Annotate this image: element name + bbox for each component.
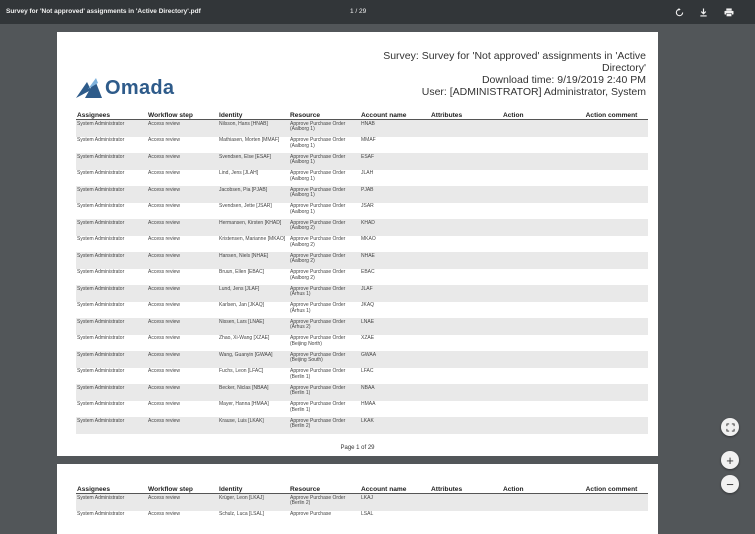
cell-identity: Jacobsen, Pia [PJAB] <box>219 186 268 193</box>
cell-assignee: System Administrator <box>77 384 125 391</box>
download-time: Download time: 9/19/2019 2:40 PM <box>481 74 646 86</box>
header-action-comment: Action comment <box>585 486 638 493</box>
table-row <box>76 384 648 401</box>
cell-action-comment <box>574 336 648 351</box>
cell-identity: Fuchs, Leon [LFAC] <box>219 368 264 374</box>
cell-action <box>502 303 574 318</box>
cell-workflow-step: Access review <box>148 417 180 424</box>
cell-assignee: System Administrator <box>77 120 125 127</box>
download-icon <box>699 8 708 17</box>
cell-account-name: JLAH <box>361 170 374 176</box>
cell-action-comment <box>574 155 648 170</box>
cell-action <box>502 155 574 170</box>
table-row <box>76 351 648 368</box>
cell-account-name: GWAA <box>361 351 377 358</box>
cell-action-comment <box>574 512 648 527</box>
cell-workflow-step: Access review <box>148 351 180 358</box>
cell-attributes <box>430 320 502 335</box>
cell-resource: Approve Purchase Order (Aalborg 1) <box>290 203 346 215</box>
cell-action <box>502 419 574 434</box>
cell-assignee: System Administrator <box>77 494 125 501</box>
table-row <box>76 219 648 236</box>
cell-action-comment <box>574 496 648 511</box>
header-resource: Resource <box>290 486 321 493</box>
rotate-icon <box>675 8 684 17</box>
cell-workflow-step: Access review <box>148 137 180 143</box>
cell-attributes <box>430 287 502 302</box>
cell-assignee: System Administrator <box>77 511 125 517</box>
cell-resource: Approve Purchase <box>290 511 332 517</box>
download-button[interactable] <box>695 4 711 20</box>
cell-account-name: HNAB <box>361 120 375 127</box>
cell-resource: Approve Purchase Order (Aalborg 2) <box>290 236 346 248</box>
cell-action-comment <box>574 188 648 203</box>
cell-workflow-step: Access review <box>148 494 180 501</box>
cell-resource: Approve Purchase Order (Aalborg 2) <box>290 219 346 232</box>
cell-account-name: LKAJ <box>361 494 373 501</box>
cell-account-name: JSAR <box>361 203 374 209</box>
cell-account-name: NBAA <box>361 384 375 391</box>
cell-identity: Lind, Jens [JLAH] <box>219 170 259 176</box>
omada-logo <box>76 78 174 98</box>
cell-identity: Kristensen, Marianne [MKAO] <box>219 236 286 242</box>
cell-account-name: MKAO <box>361 236 376 242</box>
cell-action <box>502 221 574 236</box>
cell-identity: Mathiasen, Morten [MMAF] <box>219 137 280 143</box>
header-assignees: Assignees <box>77 486 110 493</box>
cell-workflow-step: Access review <box>148 153 180 160</box>
table-row <box>76 285 648 302</box>
cell-action-comment <box>574 122 648 137</box>
cell-identity: Svendsen, Jette [JSAR] <box>219 203 272 209</box>
cell-action <box>502 122 574 137</box>
cell-workflow-step: Access review <box>148 219 180 226</box>
cell-action <box>502 171 574 186</box>
cell-attributes <box>430 138 502 153</box>
table-row <box>76 137 648 154</box>
cell-assignee: System Administrator <box>77 417 125 424</box>
cell-assignee: System Administrator <box>77 203 125 209</box>
cell-workflow-step: Access review <box>148 384 180 391</box>
cell-attributes <box>430 512 502 527</box>
cell-account-name: LSAL <box>361 511 374 517</box>
print-button[interactable] <box>721 4 737 20</box>
cell-resource: Approve Purchase Order (Berlin 1) <box>290 401 346 413</box>
cell-account-name: HMAA <box>361 401 376 407</box>
cell-resource: Approve Purchase Order (Aalborg 1) <box>290 170 346 182</box>
cell-identity: Hansen, Niels [NHAE] <box>219 252 269 259</box>
table-header <box>76 484 648 494</box>
cell-resource: Approve Purchase Order (Beijing South) <box>290 351 346 364</box>
cell-action <box>502 369 574 384</box>
cell-identity: Krüger, Leon [LKAJ] <box>219 494 264 501</box>
cell-action <box>502 254 574 269</box>
table-row <box>76 170 648 187</box>
table-row <box>76 368 648 385</box>
cell-account-name: ESAF <box>361 153 375 160</box>
cell-identity: Krause, Luis [LKAK] <box>219 417 264 424</box>
table-row <box>76 401 648 418</box>
cell-resource: Approve Purchase Order (Århus 2) <box>290 318 346 331</box>
cell-attributes <box>430 303 502 318</box>
cell-workflow-step: Access review <box>148 120 180 127</box>
cell-attributes <box>430 496 502 511</box>
fit-page-button[interactable] <box>721 418 739 436</box>
cell-action <box>502 287 574 302</box>
header-account-name: Account name <box>361 486 407 493</box>
cell-attributes <box>430 386 502 401</box>
cell-resource: Approve Purchase Order (Beijing North) <box>290 335 346 347</box>
cell-action-comment <box>574 270 648 285</box>
cell-workflow-step: Access review <box>148 186 180 193</box>
cell-resource: Approve Purchase Order (Berlin 1) <box>290 384 346 397</box>
pdf-toolbar <box>0 0 755 24</box>
page-indicator[interactable]: 1 / 29 <box>350 8 367 15</box>
header-account-name: Account name <box>361 112 407 119</box>
cell-attributes <box>430 188 502 203</box>
cell-attributes <box>430 204 502 219</box>
cell-assignee: System Administrator <box>77 351 125 358</box>
cell-workflow-step: Access review <box>148 269 180 275</box>
cell-action <box>502 270 574 285</box>
rotate-button[interactable] <box>671 4 687 20</box>
cell-workflow-step: Access review <box>148 252 180 259</box>
header-identity: Identity <box>219 486 243 493</box>
fit-page-icon <box>726 423 735 432</box>
cell-action <box>502 512 574 527</box>
cell-workflow-step: Access review <box>148 511 180 517</box>
table-body <box>76 120 648 434</box>
cell-assignee: System Administrator <box>77 186 125 193</box>
header-attributes: Attributes <box>431 486 463 493</box>
cell-identity: Becker, Niclas [NBAA] <box>219 384 269 391</box>
page-footer: Page 1 of 29 <box>340 445 375 451</box>
cell-attributes <box>430 221 502 236</box>
table-row <box>76 318 648 335</box>
cell-identity: Schulz, Luca [LSAL] <box>219 511 265 517</box>
cell-action-comment <box>574 320 648 335</box>
cell-assignee: System Administrator <box>77 302 125 308</box>
cell-assignee: System Administrator <box>77 285 125 292</box>
zoom-out-button[interactable]: − <box>721 475 739 493</box>
cell-assignee: System Administrator <box>77 153 125 160</box>
header-attributes: Attributes <box>431 112 463 119</box>
cell-action <box>502 320 574 335</box>
cell-action-comment <box>574 303 648 318</box>
table-row <box>76 302 648 319</box>
cell-attributes <box>430 369 502 384</box>
cell-action <box>502 336 574 351</box>
header-identity: Identity <box>219 112 243 119</box>
cell-action <box>502 188 574 203</box>
cell-account-name: NHAE <box>361 252 375 259</box>
report-header <box>366 50 646 98</box>
cell-action-comment <box>574 237 648 252</box>
cell-assignee: System Administrator <box>77 335 125 341</box>
cell-action-comment <box>574 386 648 401</box>
table-row <box>76 153 648 170</box>
report-user: User: [ADMINISTRATOR] Administrator, System <box>421 86 646 98</box>
cell-workflow-step: Access review <box>148 368 180 374</box>
cell-resource: Approve Purchase Order (Århus 1) <box>290 302 346 314</box>
cell-identity: Mayer, Hanna [HMAA] <box>219 401 269 407</box>
cell-action <box>502 402 574 417</box>
cell-resource: Approve Purchase Order (Aalborg 1) <box>290 153 346 166</box>
cell-action-comment <box>574 204 648 219</box>
cell-resource: Approve Purchase Order (Aalborg 1) <box>290 186 346 199</box>
cell-workflow-step: Access review <box>148 318 180 325</box>
cell-assignee: System Administrator <box>77 269 125 275</box>
table-row <box>76 120 648 137</box>
cell-action-comment <box>574 353 648 368</box>
cell-workflow-step: Access review <box>148 170 180 176</box>
cell-workflow-step: Access review <box>148 285 180 292</box>
table-row <box>76 269 648 286</box>
table-row <box>76 203 648 220</box>
cell-identity: Nilsson, Hans [HNAB] <box>219 120 268 127</box>
header-action: Action <box>503 112 524 119</box>
header-action-comment: Action comment <box>585 112 638 119</box>
pdf-page-1 <box>57 32 658 456</box>
pdf-page-2 <box>57 464 658 534</box>
header-assignees: Assignees <box>77 112 110 119</box>
table-row <box>76 236 648 253</box>
table-row <box>76 335 648 352</box>
cell-workflow-step: Access review <box>148 302 180 308</box>
cell-attributes <box>430 402 502 417</box>
cell-resource: Approve Purchase Order (Berlin 2) <box>290 494 346 507</box>
cell-account-name: LKAK <box>361 417 374 424</box>
cell-resource: Approve Purchase Order (Aalborg 2) <box>290 269 346 281</box>
cell-action-comment <box>574 254 648 269</box>
cell-attributes <box>430 171 502 186</box>
cell-resource: Approve Purchase Order (Aalborg 1) <box>290 137 346 149</box>
cell-resource: Approve Purchase Order (Aalborg 1) <box>290 120 346 133</box>
cell-attributes <box>430 254 502 269</box>
cell-account-name: XZAE <box>361 335 375 341</box>
cell-attributes <box>430 155 502 170</box>
cell-action-comment <box>574 221 648 236</box>
cell-attributes <box>430 336 502 351</box>
cell-action-comment <box>574 419 648 434</box>
cell-assignee: System Administrator <box>77 236 125 242</box>
cell-account-name: MMAF <box>361 137 376 143</box>
cell-account-name: LNAE <box>361 318 375 325</box>
zoom-in-button[interactable]: + <box>721 451 739 469</box>
print-icon <box>724 8 734 17</box>
cell-action <box>502 204 574 219</box>
cell-account-name: JKAQ <box>361 302 375 308</box>
cell-resource: Approve Purchase Order (Berlin 2) <box>290 417 346 430</box>
cell-assignee: System Administrator <box>77 219 125 226</box>
header-action: Action <box>503 486 524 493</box>
cell-identity: Svendsen, Else [ESAF] <box>219 153 271 160</box>
cell-assignee: System Administrator <box>77 401 125 407</box>
cell-assignee: System Administrator <box>77 368 125 374</box>
cell-action <box>502 138 574 153</box>
cell-action-comment <box>574 402 648 417</box>
header-workflow-step: Workflow step <box>148 112 193 119</box>
header-workflow-step: Workflow step <box>148 486 193 493</box>
cell-resource: Approve Purchase Order (Aalborg 2) <box>290 252 346 265</box>
cell-identity: Zhao, Xi-Wang [XZAE] <box>219 335 270 341</box>
cell-resource: Approve Purchase Order (Århus 1) <box>290 285 346 298</box>
cell-identity: Nissen, Lars [LNAE] <box>219 318 265 325</box>
cell-attributes <box>430 270 502 285</box>
cell-action <box>502 353 574 368</box>
cell-assignee: System Administrator <box>77 137 125 143</box>
cell-workflow-step: Access review <box>148 236 180 242</box>
cell-action-comment <box>574 287 648 302</box>
cell-resource: Approve Purchase Order (Berlin 1) <box>290 368 346 380</box>
cell-workflow-step: Access review <box>148 203 180 209</box>
document-title: Survey for 'Not approved' assignments in 'Active Directory'.pdf <box>6 8 201 15</box>
survey-title: Survey: Survey for 'Not approved' assignments in 'Active Directory' <box>383 50 646 74</box>
cell-attributes <box>430 237 502 252</box>
cell-attributes <box>430 353 502 368</box>
cell-action <box>502 237 574 252</box>
table-row <box>76 417 648 434</box>
table-row <box>76 252 648 269</box>
table-body <box>76 494 648 527</box>
cell-identity: Wang, Guanyin [GWAA] <box>219 351 273 358</box>
cell-identity: Bruun, Ellen [EBAC] <box>219 269 265 275</box>
table-row <box>76 494 648 511</box>
cell-account-name: EBAC <box>361 269 375 275</box>
cell-action-comment <box>574 171 648 186</box>
table-header <box>76 110 648 120</box>
cell-identity: Karlsen, Jan [JKAQ] <box>219 302 265 308</box>
assignment-table <box>76 110 648 434</box>
cell-action <box>502 496 574 511</box>
cell-attributes <box>430 419 502 434</box>
cell-assignee: System Administrator <box>77 170 125 176</box>
cell-attributes <box>430 122 502 137</box>
cell-action-comment <box>574 138 648 153</box>
cell-account-name: JLAF <box>361 285 373 292</box>
cell-account-name: KHAD <box>361 219 375 226</box>
cell-account-name: LFAC <box>361 368 374 374</box>
assignment-table-page-2 <box>76 484 648 527</box>
cell-action-comment <box>574 369 648 384</box>
table-row <box>76 186 648 203</box>
cell-assignee: System Administrator <box>77 318 125 325</box>
cell-account-name: PJAB <box>361 186 374 193</box>
header-resource: Resource <box>290 112 321 119</box>
cell-identity: Hermansen, Kirsten [KHAD] <box>219 219 282 226</box>
cell-assignee: System Administrator <box>77 252 125 259</box>
logo-wordmark: Omada <box>105 77 175 99</box>
cell-identity: Lund, Jens [JLAF] <box>219 285 260 292</box>
cell-action <box>502 386 574 401</box>
omada-logo-icon <box>76 78 102 98</box>
cell-workflow-step: Access review <box>148 401 180 407</box>
cell-workflow-step: Access review <box>148 335 180 341</box>
